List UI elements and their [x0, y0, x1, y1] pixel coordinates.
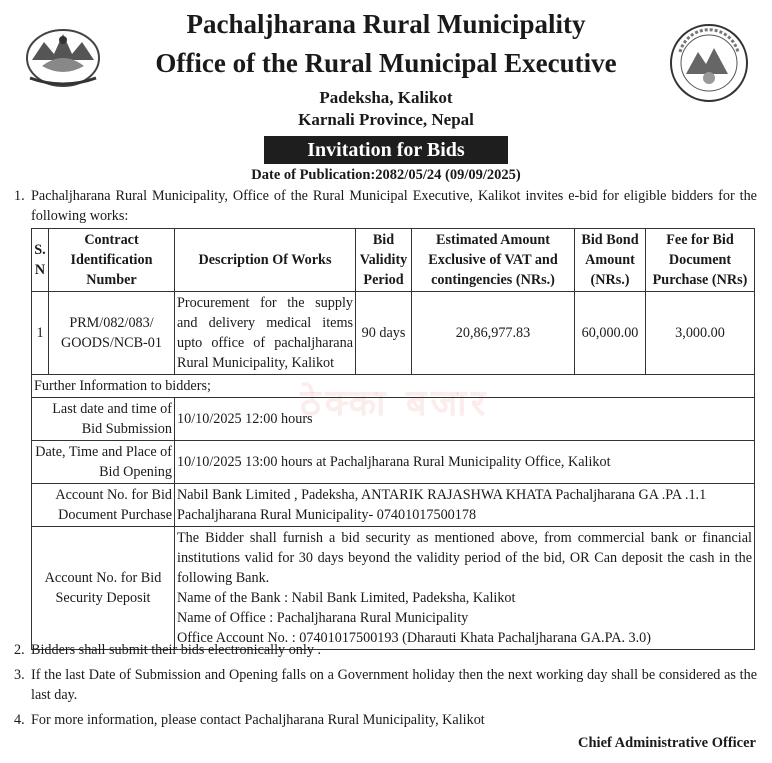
info-label-document-account: Account No. for Bid Document Purchase [32, 484, 175, 527]
security-account: Office Account No. : 07401017500193 (Dharauti Khata Pachaljharana GA.PA. 3.0) [177, 630, 651, 646]
header-bid-bond: Bid Bond Amount (NRs.) [575, 229, 646, 292]
cell-bid-bond: 60,000.00 [575, 292, 646, 375]
security-label: Account No. for Bid Security Deposit [32, 527, 175, 650]
cell-estimated-amount: 20,86,977.83 [412, 292, 575, 375]
header-contract-id: Contract Identification Number [49, 229, 175, 292]
publication-date: Date of Publication:2082/05/24 (09/09/2025) [251, 167, 521, 183]
security-text: The Bidder shall furnish a bid security as mentioned above, from commercial bank or financial institutions valid for 30 days beyond the validity period of the bid, OR Can deposit the cash in the following Bank. [177, 530, 752, 586]
info-value-document-account: Nabil Bank Limited , Padeksha, ANTARIK RAJASHWA KHATA Pachaljharana GA .PA .1.1 Pachaljharana Rural Municipality- 07401017500178 [175, 484, 755, 527]
info-label-opening: Date, Time and Place of Bid Opening [32, 441, 175, 484]
bids-table [31, 228, 755, 650]
intro-number: 1. [14, 188, 25, 204]
notice-banner: Invitation for Bids [264, 136, 508, 164]
security-bank: Name of the Bank : Nabil Bank Limited, Padeksha, Kalikot [177, 590, 516, 606]
signature: Chief Administrative Officer [578, 735, 756, 751]
watermark: ठेक्का बजार [300, 383, 490, 424]
header-validity: Bid Validity Period [356, 229, 412, 292]
note-3-text: If the last Date of Submission and Opening falls on a Government holiday then the next working day shall be considered as the last day. [31, 667, 757, 703]
note-2-text: Bidders shall submit their bids electronically only . [31, 642, 322, 658]
table-row [32, 292, 755, 375]
cell-validity: 90 days [356, 292, 412, 375]
info-value-submission: 10/10/2025 12:00 hours [175, 398, 755, 441]
page-title: Pachaljharana Rural Municipality [186, 9, 586, 39]
cell-description: Procurement for the supply and delivery medical items upto office of pachaljharana Rural Municipality, Kalikot [175, 292, 356, 375]
note-4-text: For more information, please contact Pachaljharana Rural Municipality, Kalikot [31, 712, 485, 728]
cell-sn: 1 [32, 292, 49, 375]
security-office: Name of Office : Pachaljharana Rural Municipality [177, 610, 469, 626]
info-label-submission: Last date and time of Bid Submission [32, 398, 175, 441]
note-3-number: 3. [14, 667, 25, 683]
header-fee: Fee for Bid Document Purchase (NRs) [646, 229, 755, 292]
address-line2: Karnali Province, Nepal [298, 110, 474, 129]
office-title: Office of the Rural Municipal Executive [155, 48, 617, 78]
further-info-label: Further Information to bidders; [32, 375, 755, 398]
security-details [175, 527, 755, 650]
cell-contract-id: PRM/082/083/ GOODS/NCB-01 [49, 292, 175, 375]
note-2-number: 2. [14, 642, 25, 658]
info-value-opening: 10/10/2025 13:00 hours at Pachaljharana Rural Municipality Office, Kalikot [175, 441, 755, 484]
address-line1: Padeksha, Kalikot [319, 88, 453, 107]
cell-fee: 3,000.00 [646, 292, 755, 375]
header-description: Description Of Works [175, 229, 356, 292]
intro-text: Pachaljharana Rural Municipality, Office of the Rural Municipal Executive, Kalikot invites e-bid for eligible bidders for the following works: [31, 188, 757, 224]
header-sn: S. N [32, 229, 49, 292]
header-estimated-amount: Estimated Amount Exclusive of VAT and contingencies (NRs.) [412, 229, 575, 292]
note-4-number: 4. [14, 712, 25, 728]
